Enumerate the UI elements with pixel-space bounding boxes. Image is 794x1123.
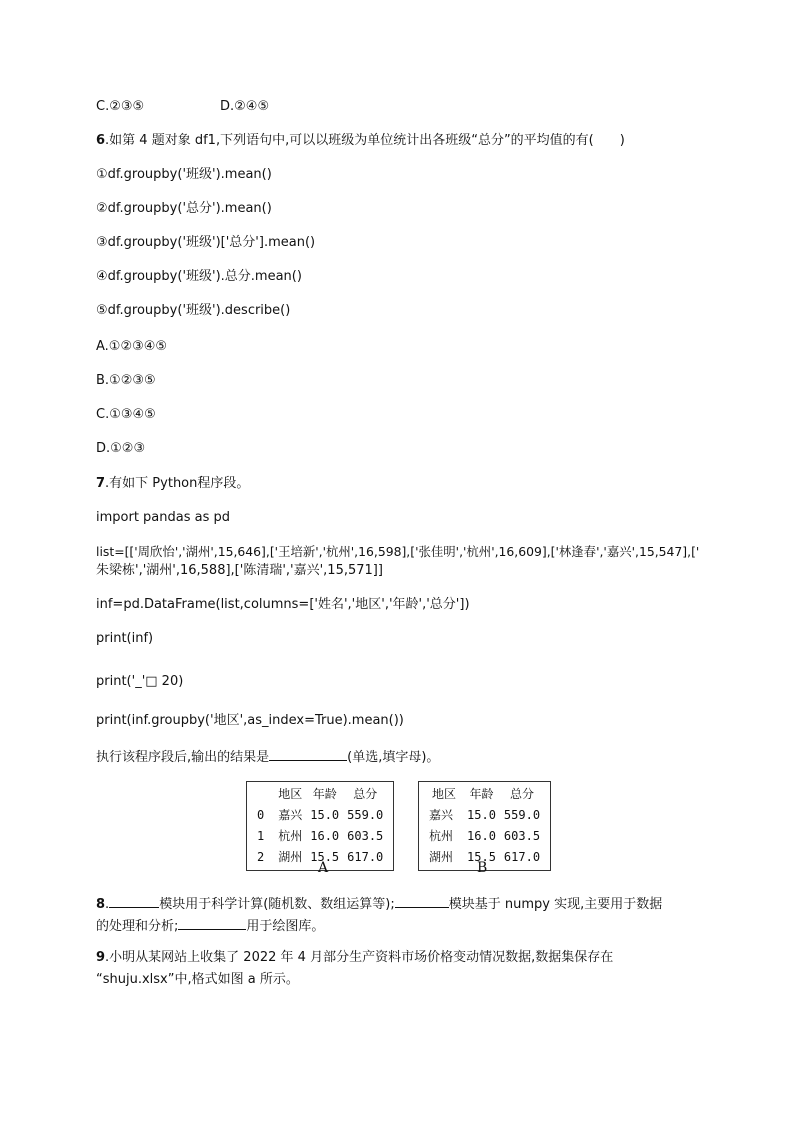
q8-blank-1 bbox=[109, 893, 159, 908]
table-cell: 603.5 bbox=[347, 829, 384, 843]
table-cell: 559.0 bbox=[503, 808, 541, 822]
table-a-label: A bbox=[318, 860, 329, 876]
table-cell: 杭州 bbox=[278, 829, 303, 843]
output-table-b bbox=[418, 781, 551, 871]
table-cell: 617.0 bbox=[503, 850, 541, 864]
table-cell: 杭州 bbox=[429, 829, 454, 843]
q6-stem-close: ) bbox=[619, 133, 625, 148]
q6-statement-5: ⑤df.groupby('班级').describe() bbox=[96, 303, 291, 318]
table-cell: 1 bbox=[257, 829, 265, 843]
table-cell: 603.5 bbox=[503, 829, 541, 843]
q7-prompt-before: 执行该程序段后,输出的结果是 bbox=[96, 750, 270, 765]
table-b-header-cell: 年龄 bbox=[469, 787, 494, 801]
q6-option-a: A.①②③④⑤ bbox=[96, 339, 168, 354]
table-row bbox=[253, 805, 387, 826]
table-a-header bbox=[253, 784, 387, 805]
table-a-header-cell: 总分 bbox=[353, 787, 378, 801]
table-row bbox=[425, 805, 544, 826]
table-row bbox=[425, 826, 544, 847]
q8-line-2 bbox=[96, 915, 324, 935]
q6-option-c: C.①③④⑤ bbox=[96, 407, 156, 422]
table-a-header-cell bbox=[253, 784, 274, 805]
table-cell: 15.0 bbox=[310, 808, 340, 822]
q7-prompt-after: (单选,填字母)。 bbox=[347, 750, 440, 765]
q7-number: 7 bbox=[96, 476, 106, 491]
q6-statement-3: ③df.groupby('班级')['总分'].mean() bbox=[96, 235, 316, 250]
q7-prompt bbox=[96, 746, 439, 766]
table-cell: 0 bbox=[257, 808, 265, 822]
table-cell: 559.0 bbox=[347, 808, 384, 822]
table-b-label: B bbox=[477, 860, 488, 876]
q6-option-b: B.①②③⑤ bbox=[96, 373, 156, 388]
output-table-a bbox=[246, 781, 394, 871]
table-cell: 15.0 bbox=[467, 808, 496, 822]
q6-option-d: D.①②③ bbox=[96, 441, 146, 456]
q7-stem-text: .有如下 Python程序段。 bbox=[105, 476, 250, 491]
table-cell: 15.5 bbox=[310, 850, 340, 864]
q8-part-1: 模块用于科学计算(随机数、数组运算等); bbox=[159, 897, 395, 912]
table-a-header-cell: 年龄 bbox=[312, 787, 337, 801]
q9-number: 9 bbox=[96, 950, 106, 965]
q7-code-line-5: print(inf) bbox=[96, 631, 154, 646]
q7-code-line-3: 朱梁栋','湖州',16,588],['陈清瑞','嘉兴',15,571]] bbox=[96, 563, 383, 578]
q6-number: 6 bbox=[96, 133, 106, 148]
q7-code-line-2: list=[['周欣怡','湖州',15,646],['王培新','杭州',16,598],['张佳明','杭州',16,609],['林逢春','嘉兴',15,547],[' bbox=[96, 544, 700, 559]
q9-line-1 bbox=[96, 949, 613, 966]
table-cell: 16.0 bbox=[310, 829, 340, 843]
q7-code-line-7: print(inf.groupby('地区',as_index=True).mean()) bbox=[96, 713, 404, 728]
table-b-header-cell: 地区 bbox=[432, 787, 457, 801]
table-a-header-cell: 地区 bbox=[278, 787, 303, 801]
q8-part-3: 用于绘图库。 bbox=[246, 919, 325, 934]
q7-code-line-6: print('_'□ 20) bbox=[96, 674, 184, 689]
q7-code-line-4: inf=pd.DataFrame(list,columns=['姓名','地区','年龄','总分']) bbox=[96, 597, 470, 612]
q9-line-1-text: .小明从某网站上收集了 2022 年 4 月部分生产资料市场价格变动情况数据,数据集保存在 bbox=[105, 950, 614, 965]
q8-blank-2 bbox=[395, 893, 449, 908]
q7-code-line-1: import pandas as pd bbox=[96, 510, 231, 525]
q6-statement-2: ②df.groupby('总分').mean() bbox=[96, 201, 272, 216]
q8-part-2: 模块基于 numpy 实现,主要用于数据 bbox=[448, 897, 663, 912]
q7-answer-blank bbox=[269, 746, 347, 761]
table-b-header-cell: 总分 bbox=[509, 787, 534, 801]
table-cell: 嘉兴 bbox=[429, 808, 454, 822]
q6-statement-4: ④df.groupby('班级').总分.mean() bbox=[96, 269, 302, 284]
q9-line-2: “shuju.xlsx”中,格式如图 a 所示。 bbox=[96, 972, 299, 987]
table-cell: 617.0 bbox=[347, 850, 384, 864]
q6-stem-text: .如第 4 题对象 df1,下列语句中,可以以班级为单位统计出各班级“总分”的平均值的有( bbox=[105, 133, 594, 148]
table-row bbox=[253, 826, 387, 847]
q5-option-c: C.②③⑤ bbox=[96, 99, 145, 114]
table-cell: 嘉兴 bbox=[278, 808, 303, 822]
table-cell: 湖州 bbox=[429, 850, 454, 864]
table-b-header bbox=[425, 784, 544, 805]
q8-number: 8 bbox=[96, 897, 106, 912]
table-cell: 湖州 bbox=[278, 850, 303, 864]
q7-stem bbox=[96, 475, 249, 492]
q8-line-2-text: 的处理和分析; bbox=[96, 919, 179, 934]
table-cell: 2 bbox=[257, 850, 265, 864]
q5-option-d: D.②④⑤ bbox=[220, 99, 270, 114]
q6-stem bbox=[96, 132, 625, 149]
q6-statement-1: ①df.groupby('班级').mean() bbox=[96, 167, 272, 182]
table-cell: 16.0 bbox=[467, 829, 496, 843]
q8-blank-3 bbox=[178, 915, 246, 930]
q8-line-1: 8. 模块用于科学计算(随机数、数组运算等); 模块基于 numpy 实现,主要用于数据 bbox=[96, 893, 662, 913]
table-cell: 15.5 bbox=[467, 850, 496, 864]
